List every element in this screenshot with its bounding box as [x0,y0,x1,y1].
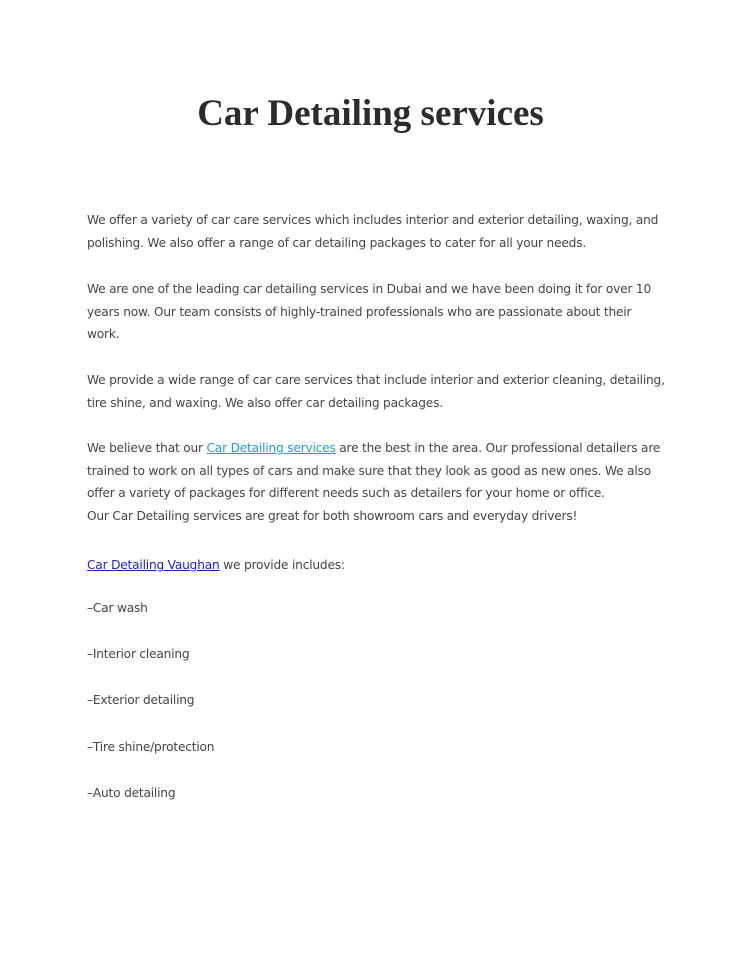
paragraph-services [87,369,665,414]
car-detailing-services-link[interactable]: Car Detailing services [206,441,336,455]
car-detailing-vaughan-link[interactable]: Car Detailing Vaughan [87,558,220,572]
text: we provide includes: [219,558,345,572]
text-line: work. [87,327,120,341]
text-line [87,437,660,460]
text-line: trained to work on all types of cars and make sure that they look as good as new ones. We also [87,463,651,478]
list-item: –Tire shine/protection [87,740,215,754]
text-line: Our Car Detailing services are great for both showroom cars and everyday drivers! [87,508,578,523]
text-line: polishing. We also offer a range of car detailing packages to cater for all your needs. [87,235,587,250]
text: are the best in the area. Our professional detailers are [335,441,661,455]
list-item: –Interior cleaning [87,647,190,661]
text-line [87,554,345,577]
list-item: –Exterior detailing [87,693,195,707]
text-line: tire shine, and waxing. We also offer car detailing packages. [87,395,443,410]
list-item: –Auto detailing [87,786,176,800]
paragraph-about [87,278,651,346]
paragraph-includes [87,554,345,577]
list-item: –Car wash [87,601,148,615]
text-line: We are one of the leading car detailing services in Dubai and we have been doing it for over 10 [87,282,652,296]
text-line: offer a variety of packages for different needs such as detailers for your home or office. [87,486,605,500]
text: We believe that our [87,441,207,455]
text-line: We offer a variety of car care services which includes interior and exterior detailing, waxing, and [87,213,659,227]
paragraph-intro [87,209,658,254]
paragraph-believe [87,437,660,527]
text-line: We provide a wide range of car care services that include interior and exterior cleaning, detailing, [87,373,665,387]
page-title: Car Detailing services [197,93,544,134]
text-line: years now. Our team consists of highly-trained professionals who are passionate about their [87,304,632,319]
